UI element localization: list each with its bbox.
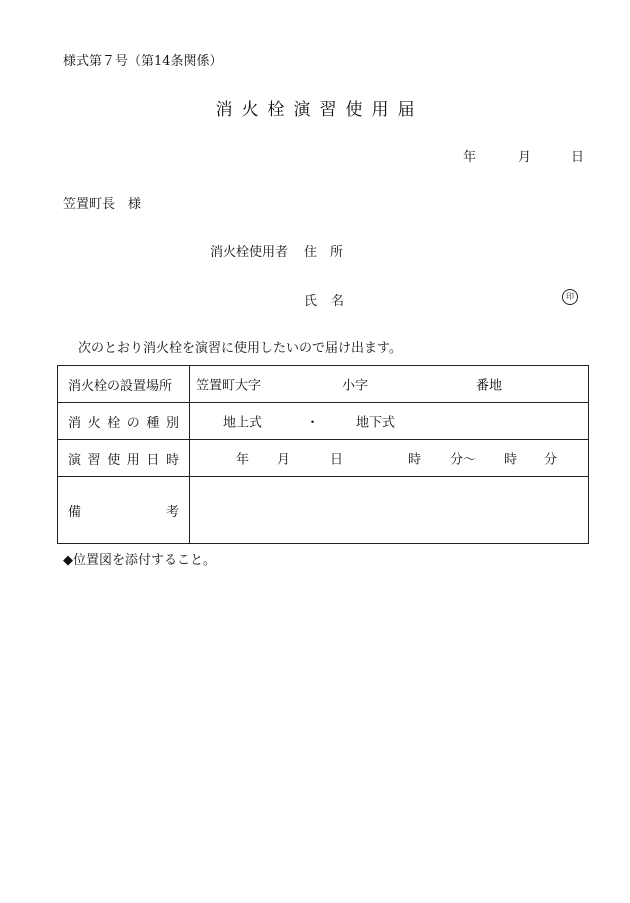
datetime-month-label: 月	[277, 452, 291, 468]
underground-option[interactable]: 地下式	[356, 415, 396, 431]
datetime-row	[58, 440, 589, 477]
type-label-char: 栓	[107, 415, 121, 431]
datetime-hour-to-label: 時	[504, 452, 518, 468]
type-label-char: の	[126, 415, 140, 431]
location-banchi-label: 番地	[476, 378, 503, 394]
datetime-label	[58, 440, 190, 477]
remarks-label	[58, 477, 190, 544]
document-title: 消火栓演習使用届	[215, 100, 424, 120]
location-label-text: 消火栓の設置場所	[68, 378, 173, 394]
type-label-char: 消	[68, 415, 82, 431]
date-year-label: 年	[463, 150, 477, 165]
datetime-label-char: 習	[87, 452, 101, 468]
remarks-row	[58, 477, 589, 544]
application-table	[57, 365, 589, 544]
type-row	[58, 403, 589, 440]
datetime-label-char: 時	[165, 452, 179, 468]
type-label	[58, 403, 190, 440]
location-town-label: 笠置町大字	[196, 378, 262, 394]
location-koaza-label: 小字	[342, 378, 369, 394]
applicant-label: 消火栓使用者	[210, 245, 289, 260]
datetime-minute-from-label: 分～	[450, 452, 477, 468]
attachment-note: ◆位置図を添付すること。	[63, 553, 216, 568]
type-label-char: 別	[165, 415, 179, 431]
type-separator: ・	[306, 415, 320, 431]
remarks-field[interactable]	[190, 477, 589, 544]
datetime-field[interactable]	[190, 440, 589, 477]
datetime-label-char: 使	[107, 452, 121, 468]
type-field[interactable]	[190, 403, 589, 440]
statement-text: 次のとおり消火栓を演習に使用したいので届け出ます。	[78, 341, 402, 356]
type-label-char: 火	[87, 415, 101, 431]
datetime-label-char: 演	[68, 452, 82, 468]
type-label-char: 種	[146, 415, 160, 431]
name-label: 氏名	[304, 294, 359, 309]
location-row	[58, 366, 589, 403]
datetime-hour-label: 時	[408, 452, 422, 468]
location-label	[58, 366, 190, 403]
location-field[interactable]	[190, 366, 589, 403]
date-month-label: 月	[518, 150, 532, 165]
addressee: 笠置町長 様	[63, 197, 142, 212]
remarks-label-char: 考	[165, 504, 179, 520]
datetime-label-char: 用	[126, 452, 140, 468]
form-number: 様式第７号（第14条関係）	[63, 54, 223, 69]
above-ground-option[interactable]: 地上式	[223, 415, 263, 431]
datetime-label-char: 日	[146, 452, 160, 468]
date-day-label: 日	[571, 150, 585, 165]
datetime-day-label: 日	[330, 452, 344, 468]
seal-icon: 印	[562, 289, 578, 305]
remarks-label-char: 備	[68, 504, 82, 520]
datetime-year-label: 年	[236, 452, 250, 468]
datetime-minute-to-label: 分	[544, 452, 558, 468]
address-label: 住 所	[304, 245, 344, 260]
